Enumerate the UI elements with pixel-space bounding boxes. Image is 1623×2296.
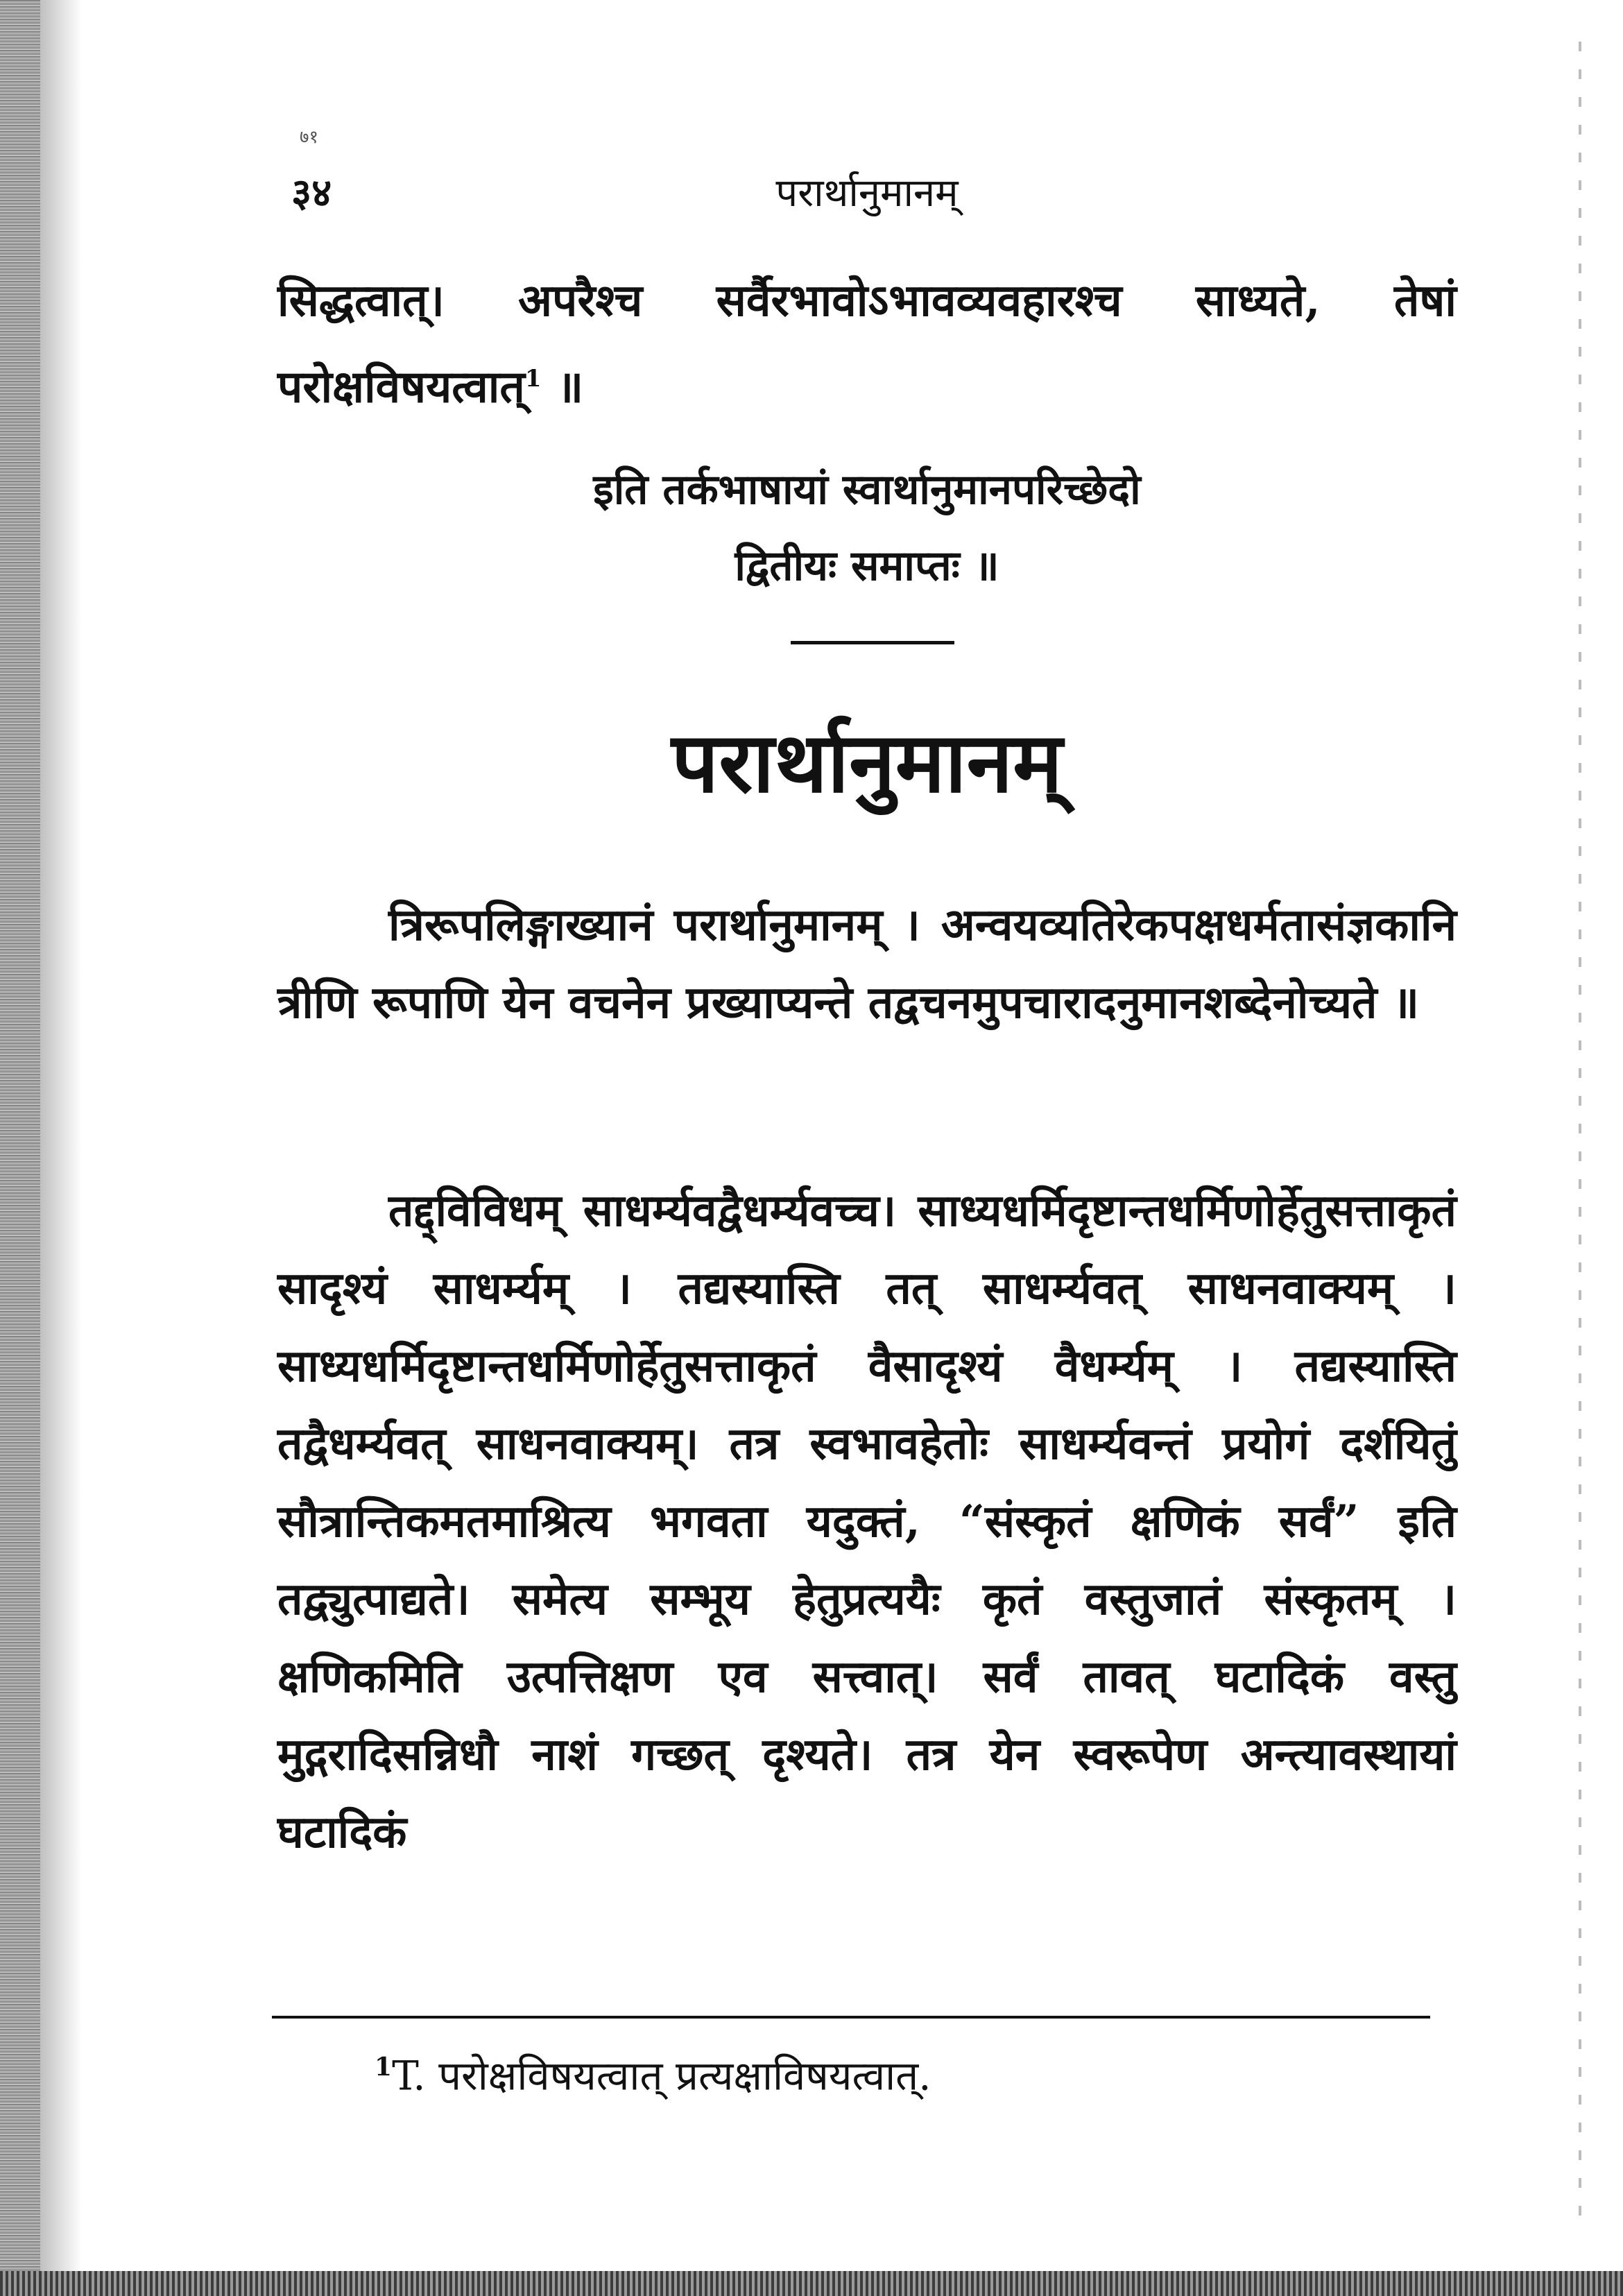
- paragraph-end-mark: ॥: [541, 361, 584, 413]
- scan-right-edge: [1579, 42, 1581, 2227]
- handwritten-page-mark: ७१: [300, 127, 319, 148]
- continued-paragraph: [277, 262, 1457, 426]
- paragraph-2: तद्द्विविधम् साधर्म्यवद्वैधर्म्यवच्च। साध्यधर्मिदृष्टान्तधर्मिणोर्हेतुसत्ताकृतं सादृश्यं साधर्म्यम् । तद्यस्यास्ति तत् साधर्म्यवत् साधनवाक्यम् । साध्यधर्मिदृष्टान्तधर्मिणोर्हेतुसत्ताकृतं वैसादृश्यं वैधर्म्यम् । तद्यस्यास्ति तद्वैधर्म्यवत् साधनवाक्यम्। तत्र स्वभावहेतोः साधर्म्यवन्तं प्रयोगं दर्शयितुं सौत्रान्तिकमतमाश्रित्य भगवता यदुक्तं, “संस्कृतं क्षणिकं सर्वं” इति तद्व्युत्पाद्यते। समेत्य सम्भूय हेतुप्रत्ययैः कृतं वस्तुजातं संस्कृतम् । क्षणिकमिति उत्पत्तिक्षण एव सत्त्वात्। सर्वं तावत् घटादिकं वस्तु मुद्गरादिसन्निधौ नाशं गच्छत् दृश्यते। तत्र येन स्वरूपेण अन्त्यावस्थायां घटादिकं: [277, 1185, 1457, 1858]
- footnote-reference: 1: [524, 365, 542, 393]
- section-divider: [791, 641, 954, 644]
- continued-paragraph-text: सिद्धत्वात्। अपरैश्च सर्वैरभावोऽभावव्यवहारश्च साध्यते, तेषां परोक्षविषयत्वात्: [277, 275, 1457, 413]
- footnote-rule: [272, 2016, 1430, 2019]
- scan-binding-edge: [0, 0, 40, 2296]
- scan-bottom-edge: [0, 2271, 1623, 2296]
- paragraph-1: त्रिरूपलिङ्गाख्यानं परार्थानुमानम् । अन्वयव्यतिरेकपक्षधर्मतासंज्ञकानि त्रीणि रूपाणि येन वचनेन प्रख्याप्यन्ते तद्वचनमुपचारादनुमानशब्देनोच्यते ॥: [277, 899, 1457, 1029]
- page-number: ३४: [291, 170, 332, 216]
- footnote-text: T. परोक्षविषयत्वात् प्रत्यक्षाविषयत्वात्.: [392, 2052, 931, 2100]
- colophon-line-1: इति तर्कभाषायां स्वार्थानुमानपरिच्छेदो: [593, 465, 1141, 514]
- running-head: [291, 165, 1443, 221]
- section-title: परार्थानुमानम्: [671, 714, 1063, 812]
- footnote-marker: 1: [375, 2053, 393, 2082]
- scan-binding-shadow: [40, 0, 82, 2296]
- footnote: [375, 2034, 1457, 2109]
- running-title: परार्थानुमानम्: [775, 171, 959, 216]
- colophon-line-2: द्वितीयः समाप्तः ॥: [735, 542, 999, 590]
